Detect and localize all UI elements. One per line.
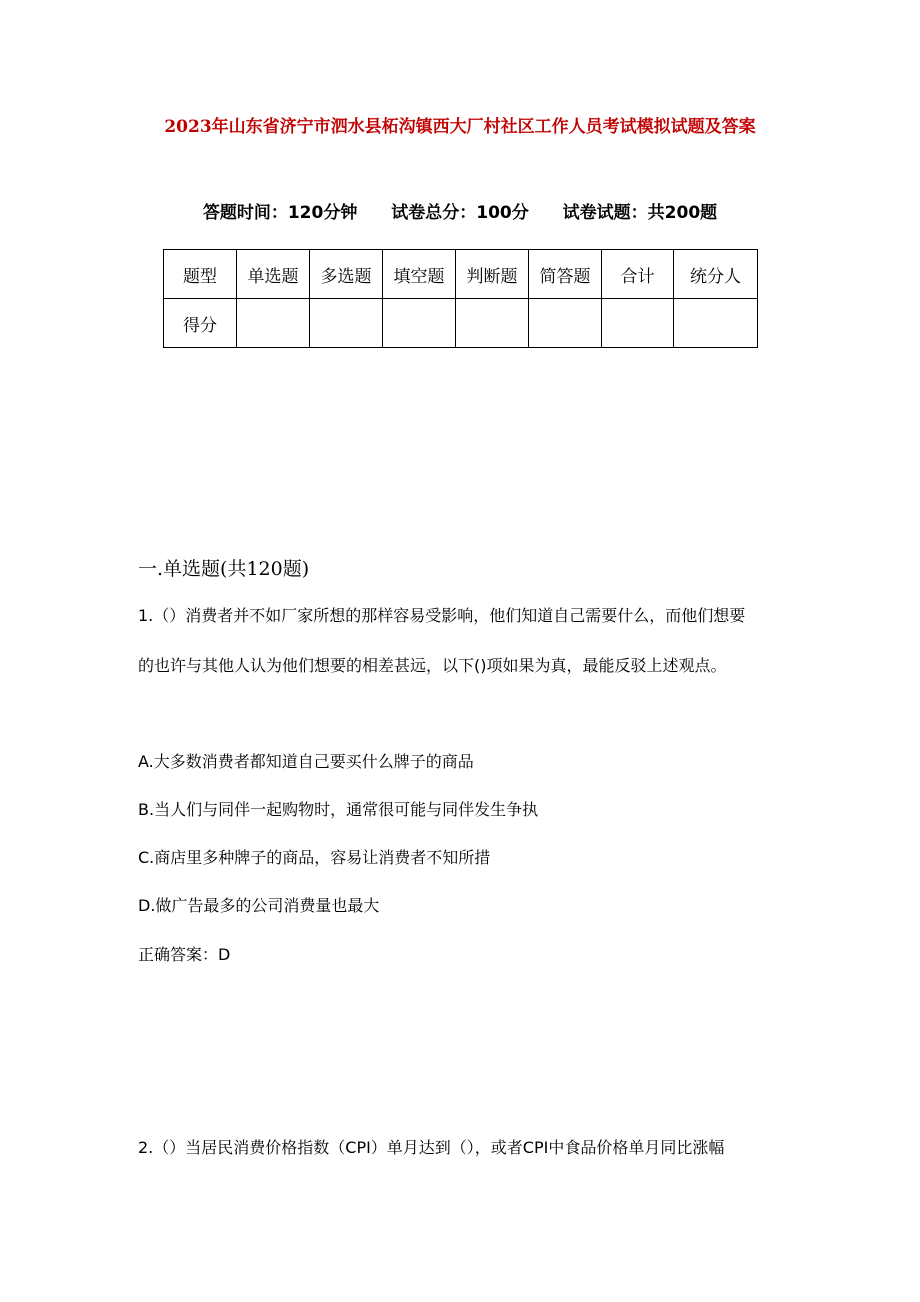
score-table-header: 简答题 xyxy=(529,250,602,299)
score-cell xyxy=(456,299,529,348)
score-table-header: 统分人 xyxy=(674,250,758,299)
exam-question-count: 试卷试题：共200题 xyxy=(562,203,718,223)
score-table-header: 单选题 xyxy=(237,250,310,299)
exam-time: 答题时间：120分钟 xyxy=(202,203,358,223)
score-cell xyxy=(237,299,310,348)
question-1-option-a: A.大多数消费者都知道自己要买什么牌子的商品 xyxy=(138,752,474,771)
score-table-header: 题型 xyxy=(164,250,237,299)
question-2-stem-line-1: 2.（）当居民消费价格指数（CPI）单月达到（），或者CPI中食品价格单月同比涨幅 xyxy=(138,1138,725,1157)
score-table-header: 多选题 xyxy=(310,250,383,299)
question-1-stem-line-1: 1.（）消费者并不如厂家所想的那样容易受影响，他们知道自己需要什么，而他们想要 xyxy=(138,606,746,625)
exam-info xyxy=(0,198,920,223)
score-cell xyxy=(310,299,383,348)
question-1-stem-line-2: 的也许与其他人认为他们想要的相差甚远，以下()项如果为真，最能反驳上述观点。 xyxy=(138,656,727,675)
question-1-option-c: C.商店里多种牌子的商品，容易让消费者不知所措 xyxy=(138,848,491,867)
question-1-option-b: B.当人们与同伴一起购物时，通常很可能与同伴发生争执 xyxy=(138,800,539,819)
score-row-label: 得分 xyxy=(164,299,237,348)
score-table-header: 合计 xyxy=(602,250,674,299)
score-table-header: 填空题 xyxy=(383,250,456,299)
score-cell xyxy=(529,299,602,348)
score-cell xyxy=(602,299,674,348)
question-1-option-d: D.做广告最多的公司消费量也最大 xyxy=(138,896,380,915)
score-table xyxy=(163,249,758,348)
score-table-header: 判断题 xyxy=(456,250,529,299)
score-cell xyxy=(383,299,456,348)
section-heading: 一.单选题(共120题) xyxy=(138,558,310,580)
score-table-score-row xyxy=(164,299,758,348)
exam-total-score: 试卷总分：100分 xyxy=(391,203,529,223)
score-cell xyxy=(674,299,758,348)
page-title: 2023年山东省济宁市泗水县柘沟镇西大厂村社区工作人员考试模拟试题及答案 xyxy=(164,117,756,137)
score-table-header-row xyxy=(164,250,758,299)
question-1-answer: 正确答案：D xyxy=(138,945,231,964)
